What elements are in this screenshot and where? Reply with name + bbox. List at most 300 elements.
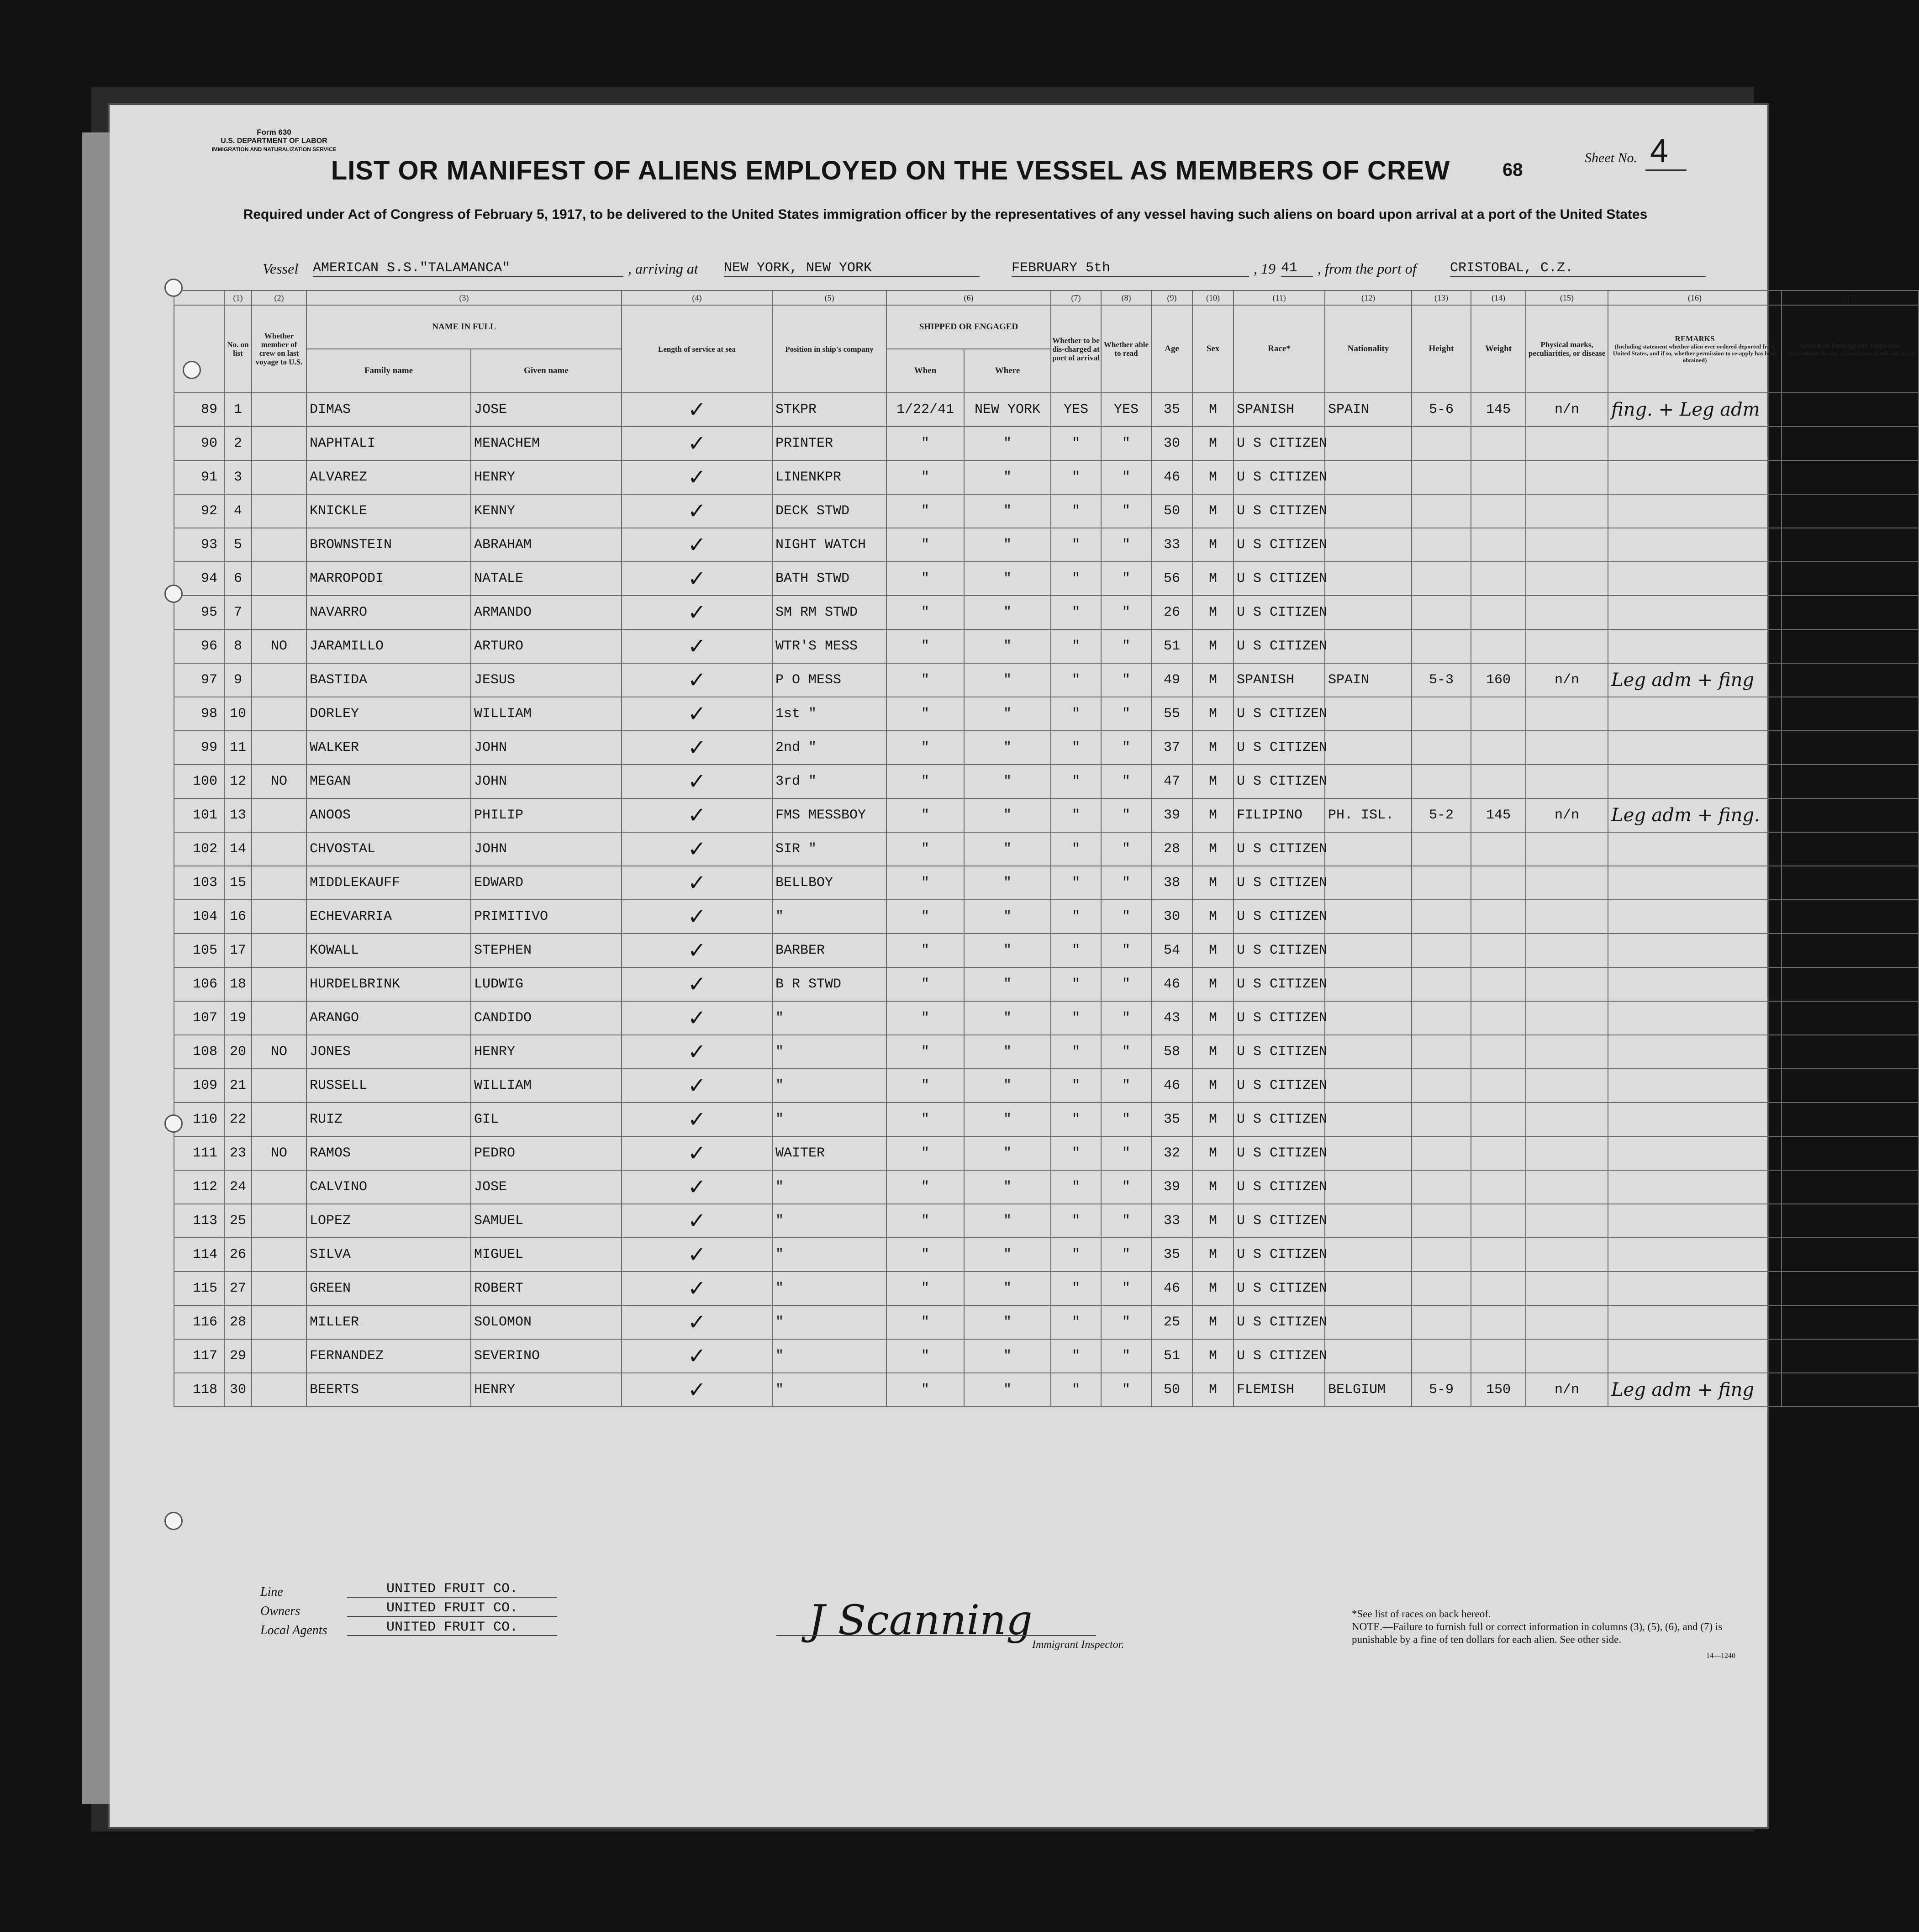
race-cell: U S CITIZEN bbox=[1234, 562, 1325, 596]
sex-cell: M bbox=[1192, 1272, 1234, 1305]
physical-marks-cell: n/n bbox=[1526, 393, 1608, 427]
given-name-cell: HENRY bbox=[471, 460, 622, 494]
length-of-service-check-cell: ✓ bbox=[622, 866, 772, 900]
seq-number-cell: 118 bbox=[174, 1373, 224, 1407]
age-cell: 39 bbox=[1151, 798, 1192, 832]
seq-number-cell: 105 bbox=[174, 934, 224, 967]
remarks-cell bbox=[1608, 1170, 1782, 1204]
physical-marks-cell bbox=[1526, 596, 1608, 629]
able-to-read-cell: " bbox=[1101, 562, 1151, 596]
shipped-when-cell: " bbox=[886, 663, 964, 697]
race-cell: U S CITIZEN bbox=[1234, 1170, 1325, 1204]
header-shipped-engaged: SHIPPED OR ENGAGED bbox=[886, 305, 1051, 349]
able-to-read-cell: " bbox=[1101, 663, 1151, 697]
header-remarks-title: REMARKS bbox=[1675, 334, 1715, 343]
sex-cell: M bbox=[1192, 731, 1234, 765]
position-cell: B R STWD bbox=[772, 967, 886, 1001]
seq-number-cell: 112 bbox=[174, 1170, 224, 1204]
inspector-action-cell bbox=[1782, 1170, 1919, 1204]
position-cell: " bbox=[772, 1103, 886, 1136]
seq-number-cell: 95 bbox=[174, 596, 224, 629]
shipped-when-cell: " bbox=[886, 494, 964, 528]
able-to-read-cell: " bbox=[1101, 866, 1151, 900]
age-cell: 28 bbox=[1151, 832, 1192, 866]
discharged-cell: " bbox=[1051, 866, 1101, 900]
seq-number-cell: 104 bbox=[174, 900, 224, 934]
from-port: CRISTOBAL, C.Z. bbox=[1450, 260, 1706, 277]
table-row bbox=[174, 832, 1919, 866]
race-cell: U S CITIZEN bbox=[1234, 460, 1325, 494]
col-num-11: (11) bbox=[1234, 290, 1325, 305]
height-cell bbox=[1412, 900, 1471, 934]
length-of-service-check-cell: ✓ bbox=[622, 1272, 772, 1305]
shipped-where-cell: " bbox=[964, 427, 1051, 460]
remarks-cell bbox=[1608, 528, 1782, 562]
height-cell bbox=[1412, 1339, 1471, 1373]
shipped-where-cell: " bbox=[964, 528, 1051, 562]
note-text: NOTE.—Failure to furnish full or correct information in columns (3), (5), (6), and (7) is punishable by a fine of ten dollars for each alien. See other side. bbox=[1352, 1621, 1723, 1645]
table-row bbox=[174, 798, 1919, 832]
sex-cell: M bbox=[1192, 1035, 1234, 1069]
col-num-13: (13) bbox=[1412, 290, 1471, 305]
age-cell: 26 bbox=[1151, 596, 1192, 629]
able-to-read-cell: " bbox=[1101, 1238, 1151, 1272]
given-name-cell: ARMANDO bbox=[471, 596, 622, 629]
table-row bbox=[174, 967, 1919, 1001]
discharged-cell: " bbox=[1051, 765, 1101, 798]
age-cell: 50 bbox=[1151, 1373, 1192, 1407]
shipped-where-cell: " bbox=[964, 1069, 1051, 1103]
position-cell: " bbox=[772, 1204, 886, 1238]
header-able-read: Whether able to read bbox=[1101, 305, 1151, 393]
crew-member-flag-cell bbox=[252, 528, 306, 562]
crew-member-flag-cell bbox=[252, 562, 306, 596]
remarks-cell bbox=[1608, 765, 1782, 798]
inspector-action-cell bbox=[1782, 1035, 1919, 1069]
nationality-cell: SPAIN bbox=[1325, 393, 1412, 427]
agents-label: Local Agents bbox=[260, 1623, 327, 1637]
family-name-cell: ANOOS bbox=[306, 798, 471, 832]
physical-marks-cell bbox=[1526, 1305, 1608, 1339]
sex-cell: M bbox=[1192, 1170, 1234, 1204]
nationality-cell bbox=[1325, 967, 1412, 1001]
list-number-cell: 16 bbox=[224, 900, 252, 934]
seq-number-cell: 114 bbox=[174, 1238, 224, 1272]
family-name-cell: DORLEY bbox=[306, 697, 471, 731]
list-number-cell: 8 bbox=[224, 629, 252, 663]
discharged-cell: " bbox=[1051, 528, 1101, 562]
position-cell: " bbox=[772, 1170, 886, 1204]
list-number-cell: 21 bbox=[224, 1069, 252, 1103]
header-when: When bbox=[886, 349, 964, 393]
family-name-cell: CALVINO bbox=[306, 1170, 471, 1204]
sex-cell: M bbox=[1192, 765, 1234, 798]
physical-marks-cell bbox=[1526, 494, 1608, 528]
position-cell: BARBER bbox=[772, 934, 886, 967]
col-num-5: (5) bbox=[772, 290, 886, 305]
able-to-read-cell: " bbox=[1101, 427, 1151, 460]
inspector-action-cell bbox=[1782, 1373, 1919, 1407]
inspector-action-cell bbox=[1782, 798, 1919, 832]
physical-marks-cell bbox=[1526, 460, 1608, 494]
seq-number-cell: 102 bbox=[174, 832, 224, 866]
shipped-when-cell: " bbox=[886, 427, 964, 460]
weight-cell bbox=[1471, 731, 1526, 765]
discharged-cell: " bbox=[1051, 967, 1101, 1001]
able-to-read-cell: " bbox=[1101, 494, 1151, 528]
remarks-cell bbox=[1608, 1001, 1782, 1035]
remarks-cell bbox=[1608, 1136, 1782, 1170]
length-of-service-check-cell: ✓ bbox=[622, 1305, 772, 1339]
crew-member-flag-cell bbox=[252, 460, 306, 494]
weight-cell bbox=[1471, 697, 1526, 731]
inspector-action-cell bbox=[1782, 663, 1919, 697]
col-num-3: (3) bbox=[306, 290, 622, 305]
table-row bbox=[174, 596, 1919, 629]
given-name-cell: HENRY bbox=[471, 1035, 622, 1069]
shipped-where-cell: " bbox=[964, 494, 1051, 528]
age-cell: 30 bbox=[1151, 900, 1192, 934]
sheet-number-value: 4 bbox=[1645, 133, 1687, 171]
shipped-where-cell: " bbox=[964, 1001, 1051, 1035]
given-name-cell: JESUS bbox=[471, 663, 622, 697]
weight-cell bbox=[1471, 1204, 1526, 1238]
shipped-when-cell: " bbox=[886, 832, 964, 866]
discharged-cell: " bbox=[1051, 697, 1101, 731]
shipped-where-cell: NEW YORK bbox=[964, 393, 1051, 427]
physical-marks-cell bbox=[1526, 934, 1608, 967]
sex-cell: M bbox=[1192, 1069, 1234, 1103]
list-number-cell: 15 bbox=[224, 866, 252, 900]
sex-cell: M bbox=[1192, 528, 1234, 562]
shipped-where-cell: " bbox=[964, 967, 1051, 1001]
sex-cell: M bbox=[1192, 1238, 1234, 1272]
family-name-cell: RAMOS bbox=[306, 1136, 471, 1170]
length-of-service-check-cell: ✓ bbox=[622, 1238, 772, 1272]
form-header bbox=[196, 128, 352, 154]
discharged-cell: " bbox=[1051, 1204, 1101, 1238]
seq-number-cell: 100 bbox=[174, 765, 224, 798]
age-cell: 46 bbox=[1151, 1272, 1192, 1305]
weight-cell bbox=[1471, 562, 1526, 596]
list-number-cell: 5 bbox=[224, 528, 252, 562]
shipped-where-cell: " bbox=[964, 562, 1051, 596]
shipped-when-cell: " bbox=[886, 1339, 964, 1373]
remarks-cell bbox=[1608, 1103, 1782, 1136]
shipped-where-cell: " bbox=[964, 832, 1051, 866]
weight-cell bbox=[1471, 1035, 1526, 1069]
list-number-cell: 22 bbox=[224, 1103, 252, 1136]
header-action bbox=[1782, 305, 1919, 393]
seq-number-cell: 92 bbox=[174, 494, 224, 528]
discharged-cell: " bbox=[1051, 427, 1101, 460]
list-number-cell: 23 bbox=[224, 1136, 252, 1170]
discharged-cell: " bbox=[1051, 1001, 1101, 1035]
crew-member-flag-cell bbox=[252, 832, 306, 866]
nationality-cell bbox=[1325, 765, 1412, 798]
seq-number-cell: 94 bbox=[174, 562, 224, 596]
height-cell bbox=[1412, 494, 1471, 528]
length-of-service-check-cell: ✓ bbox=[622, 1069, 772, 1103]
discharged-cell: " bbox=[1051, 934, 1101, 967]
family-name-cell: ARANGO bbox=[306, 1001, 471, 1035]
given-name-cell: WILLIAM bbox=[471, 697, 622, 731]
table-row bbox=[174, 866, 1919, 900]
seq-number-cell: 96 bbox=[174, 629, 224, 663]
header-weight: Weight bbox=[1471, 305, 1526, 393]
crew-member-flag-cell bbox=[252, 731, 306, 765]
able-to-read-cell: " bbox=[1101, 765, 1151, 798]
shipped-when-cell: " bbox=[886, 697, 964, 731]
length-of-service-check-cell: ✓ bbox=[622, 798, 772, 832]
race-cell: U S CITIZEN bbox=[1234, 1305, 1325, 1339]
owners-value: UNITED FRUIT CO. bbox=[347, 1600, 557, 1617]
weight-cell bbox=[1471, 1136, 1526, 1170]
age-cell: 33 bbox=[1151, 528, 1192, 562]
age-cell: 50 bbox=[1151, 494, 1192, 528]
height-cell bbox=[1412, 596, 1471, 629]
header-name-in-full: NAME IN FULL bbox=[306, 305, 622, 349]
col-num-16: (16) bbox=[1608, 290, 1782, 305]
given-name-cell: PEDRO bbox=[471, 1136, 622, 1170]
able-to-read-cell: " bbox=[1101, 967, 1151, 1001]
year-prefix: , 19 bbox=[1254, 260, 1276, 277]
nationality-cell bbox=[1325, 1305, 1412, 1339]
age-cell: 51 bbox=[1151, 629, 1192, 663]
able-to-read-cell: " bbox=[1101, 1305, 1151, 1339]
seq-number-cell: 109 bbox=[174, 1069, 224, 1103]
weight-cell bbox=[1471, 934, 1526, 967]
header-remarks bbox=[1608, 305, 1782, 393]
list-number-cell: 17 bbox=[224, 934, 252, 967]
position-cell: 1st " bbox=[772, 697, 886, 731]
col-num-10: (10) bbox=[1192, 290, 1234, 305]
physical-marks-cell bbox=[1526, 832, 1608, 866]
arrival-date: FEBRUARY 5th bbox=[1012, 260, 1249, 277]
header-action-sub: (This column for use of Government officials only) bbox=[1786, 350, 1914, 357]
length-of-service-check-cell: ✓ bbox=[622, 629, 772, 663]
length-of-service-check-cell: ✓ bbox=[622, 460, 772, 494]
sex-cell: M bbox=[1192, 596, 1234, 629]
footer-note bbox=[1352, 1608, 1735, 1663]
header-physical-marks: Physical marks, peculiarities, or disease bbox=[1526, 305, 1608, 393]
header-discharged: Whether to be dis-charged at port of arrival bbox=[1051, 305, 1101, 393]
col-num-15: (15) bbox=[1526, 290, 1608, 305]
inspector-action-cell bbox=[1782, 765, 1919, 798]
table-row bbox=[174, 1035, 1919, 1069]
nationality-cell bbox=[1325, 528, 1412, 562]
agents-value: UNITED FRUIT CO. bbox=[347, 1620, 557, 1636]
punch-hole bbox=[164, 1114, 183, 1133]
length-of-service-check-cell: ✓ bbox=[622, 1204, 772, 1238]
length-of-service-check-cell: ✓ bbox=[622, 494, 772, 528]
height-cell bbox=[1412, 697, 1471, 731]
seq-number-cell: 107 bbox=[174, 1001, 224, 1035]
position-cell: NIGHT WATCH bbox=[772, 528, 886, 562]
inspector-action-cell bbox=[1782, 460, 1919, 494]
shipped-when-cell: " bbox=[886, 798, 964, 832]
given-name-cell: GIL bbox=[471, 1103, 622, 1136]
remarks-cell bbox=[1608, 1272, 1782, 1305]
weight-cell bbox=[1471, 427, 1526, 460]
list-number-cell: 1 bbox=[224, 393, 252, 427]
position-cell: FMS MESSBOY bbox=[772, 798, 886, 832]
family-name-cell: CHVOSTAL bbox=[306, 832, 471, 866]
position-cell: " bbox=[772, 1272, 886, 1305]
height-cell: 5-3 bbox=[1412, 663, 1471, 697]
height-cell bbox=[1412, 629, 1471, 663]
family-name-cell: FERNANDEZ bbox=[306, 1339, 471, 1373]
physical-marks-cell bbox=[1526, 1035, 1608, 1069]
height-cell bbox=[1412, 765, 1471, 798]
crew-member-flag-cell: NO bbox=[252, 629, 306, 663]
header-action-title: Action of Immigrant Inspector bbox=[1799, 341, 1901, 350]
discharged-cell: " bbox=[1051, 460, 1101, 494]
shipped-when-cell: " bbox=[886, 1103, 964, 1136]
weight-cell bbox=[1471, 1339, 1526, 1373]
shipped-when-cell: " bbox=[886, 1170, 964, 1204]
family-name-cell: KOWALL bbox=[306, 934, 471, 967]
col-num-6: (6) bbox=[886, 290, 1051, 305]
sheet-content bbox=[110, 105, 1914, 1827]
sheet-number bbox=[1585, 132, 1687, 170]
age-cell: 35 bbox=[1151, 1238, 1192, 1272]
nationality-cell bbox=[1325, 1001, 1412, 1035]
table-row bbox=[174, 1305, 1919, 1339]
position-cell: BATH STWD bbox=[772, 562, 886, 596]
shipped-when-cell: " bbox=[886, 765, 964, 798]
nationality-cell bbox=[1325, 1272, 1412, 1305]
race-cell: SPANISH bbox=[1234, 393, 1325, 427]
remarks-cell bbox=[1608, 494, 1782, 528]
inspector-action-cell bbox=[1782, 494, 1919, 528]
shipped-when-cell: " bbox=[886, 528, 964, 562]
note-races: *See list of races on back hereof. bbox=[1352, 1608, 1491, 1620]
list-number-cell: 19 bbox=[224, 1001, 252, 1035]
weight-cell bbox=[1471, 1170, 1526, 1204]
inspector-action-cell bbox=[1782, 1339, 1919, 1373]
col-num-2: (2) bbox=[252, 290, 306, 305]
physical-marks-cell bbox=[1526, 967, 1608, 1001]
length-of-service-check-cell: ✓ bbox=[622, 1035, 772, 1069]
shipped-when-cell: " bbox=[886, 629, 964, 663]
shipped-when-cell: " bbox=[886, 731, 964, 765]
sex-cell: M bbox=[1192, 562, 1234, 596]
position-cell: BELLBOY bbox=[772, 866, 886, 900]
position-cell: " bbox=[772, 1373, 886, 1407]
shipped-where-cell: " bbox=[964, 900, 1051, 934]
shipped-where-cell: " bbox=[964, 663, 1051, 697]
sex-cell: M bbox=[1192, 494, 1234, 528]
table-row bbox=[174, 934, 1919, 967]
discharged-cell: " bbox=[1051, 900, 1101, 934]
able-to-read-cell: " bbox=[1101, 731, 1151, 765]
seq-number-cell: 101 bbox=[174, 798, 224, 832]
sex-cell: M bbox=[1192, 967, 1234, 1001]
family-name-cell: BASTIDA bbox=[306, 663, 471, 697]
remarks-cell bbox=[1608, 1204, 1782, 1238]
age-cell: 38 bbox=[1151, 866, 1192, 900]
crew-member-flag-cell bbox=[252, 1373, 306, 1407]
table-row bbox=[174, 528, 1919, 562]
able-to-read-cell: " bbox=[1101, 934, 1151, 967]
height-cell bbox=[1412, 967, 1471, 1001]
arrival-year: 41 bbox=[1281, 260, 1313, 277]
punch-hole bbox=[164, 279, 183, 297]
seq-number-cell: 113 bbox=[174, 1204, 224, 1238]
list-number-cell: 11 bbox=[224, 731, 252, 765]
seq-number-cell: 90 bbox=[174, 427, 224, 460]
able-to-read-cell: " bbox=[1101, 1339, 1151, 1373]
height-cell bbox=[1412, 1103, 1471, 1136]
weight-cell bbox=[1471, 832, 1526, 866]
inspector-action-cell bbox=[1782, 832, 1919, 866]
given-name-cell: JOSE bbox=[471, 393, 622, 427]
family-name-cell: HURDELBRINK bbox=[306, 967, 471, 1001]
able-to-read-cell: " bbox=[1101, 1170, 1151, 1204]
crew-member-flag-cell bbox=[252, 934, 306, 967]
family-name-cell: JONES bbox=[306, 1035, 471, 1069]
race-cell: U S CITIZEN bbox=[1234, 697, 1325, 731]
weight-cell bbox=[1471, 596, 1526, 629]
physical-marks-cell bbox=[1526, 1339, 1608, 1373]
nationality-cell bbox=[1325, 1103, 1412, 1136]
race-cell: U S CITIZEN bbox=[1234, 1035, 1325, 1069]
crew-member-flag-cell bbox=[252, 663, 306, 697]
length-of-service-check-cell: ✓ bbox=[622, 731, 772, 765]
length-of-service-check-cell: ✓ bbox=[622, 596, 772, 629]
table-row bbox=[174, 427, 1919, 460]
table-row bbox=[174, 1136, 1919, 1170]
nationality-cell bbox=[1325, 1204, 1412, 1238]
family-name-cell: MIDDLEKAUFF bbox=[306, 866, 471, 900]
header-position: Position in ship's company bbox=[772, 305, 886, 393]
height-cell bbox=[1412, 1204, 1471, 1238]
race-cell: FILIPINO bbox=[1234, 798, 1325, 832]
nationality-cell bbox=[1325, 832, 1412, 866]
length-of-service-check-cell: ✓ bbox=[622, 393, 772, 427]
given-name-cell: JOHN bbox=[471, 765, 622, 798]
length-of-service-check-cell: ✓ bbox=[622, 934, 772, 967]
shipped-when-cell: " bbox=[886, 1136, 964, 1170]
position-cell: STKPR bbox=[772, 393, 886, 427]
physical-marks-cell bbox=[1526, 900, 1608, 934]
list-number-cell: 3 bbox=[224, 460, 252, 494]
seq-number-cell: 98 bbox=[174, 697, 224, 731]
crew-member-flag-cell bbox=[252, 1238, 306, 1272]
seq-number-cell: 93 bbox=[174, 528, 224, 562]
given-name-cell: STEPHEN bbox=[471, 934, 622, 967]
age-cell: 46 bbox=[1151, 460, 1192, 494]
age-cell: 54 bbox=[1151, 934, 1192, 967]
height-cell bbox=[1412, 1069, 1471, 1103]
able-to-read-cell: " bbox=[1101, 1136, 1151, 1170]
form-code: 14—1240 bbox=[1706, 1652, 1735, 1660]
shipped-where-cell: " bbox=[964, 866, 1051, 900]
list-number-cell: 6 bbox=[224, 562, 252, 596]
vessel-line bbox=[263, 260, 1724, 283]
age-cell: 33 bbox=[1151, 1204, 1192, 1238]
height-cell bbox=[1412, 731, 1471, 765]
race-cell: U S CITIZEN bbox=[1234, 1238, 1325, 1272]
shipped-where-cell: " bbox=[964, 731, 1051, 765]
able-to-read-cell: " bbox=[1101, 1272, 1151, 1305]
family-name-cell: LOPEZ bbox=[306, 1204, 471, 1238]
from-port-label: , from the port of bbox=[1318, 260, 1417, 277]
height-cell: 5-6 bbox=[1412, 393, 1471, 427]
list-number-cell: 20 bbox=[224, 1035, 252, 1069]
inspector-label: Immigrant Inspector. bbox=[1032, 1639, 1124, 1651]
